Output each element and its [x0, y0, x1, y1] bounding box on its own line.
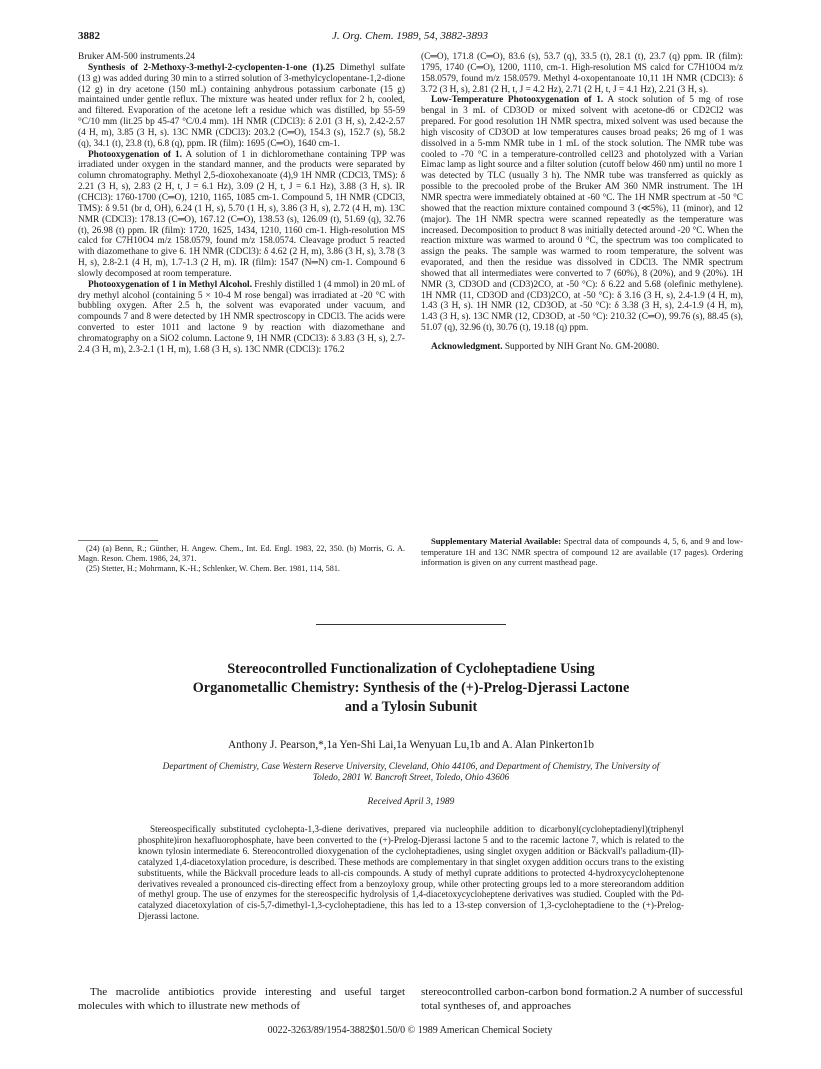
- section-heading: Supplementary Material Available:: [431, 536, 562, 546]
- journal-citation: J. Org. Chem. 1989, 54, 3882-3893: [331, 30, 489, 42]
- title-line: Organometallic Chemistry: Synthesis of the (+)-Prelog-Djerassi Lactone: [192, 680, 630, 696]
- paragraph-text: Dimethyl sulfate (13 g) was added during 30 min to a stirred solution of 3-methylcyclopentane-1,2-dione (12 g) in dry acetone (150 mL) containing anhydrous potassium carbonate (15 g) maintained under gentle reflux. The mixture was heated under reflux for 2 h, cooled, and filtered. Evaporation of the acetone left a residue which was distilled, bp 55-59 °C/10 mm (lit.25 bp 45-47 °C/0.4 mm). 1H NMR (CDCl3): δ 2.01 (3 H, s), 2.42-2.57 (4 H, m), 3.85 (3 H, s). 13C NMR (CDCl3): 203.2 (C═O), 154.3 (s), 152.7 (s), 58.2 (q), 34.1 (t), 23.8 (t), 6.8 (q), ppm. IR (film): 1695 (C═O), 1640 cm-1.: [78, 62, 405, 149]
- received-date: Received April 3, 1989: [367, 797, 455, 807]
- page-number: 3882: [78, 30, 100, 42]
- title-line: and a Tylosin Subunit: [344, 699, 478, 715]
- section-heading: Photooxygenation of 1 in Methyl Alcohol.: [88, 279, 252, 290]
- footnote-divider: [78, 540, 158, 541]
- body-text-left: The macrolide antibiotics provide interesting and useful target molecules with which to illustrate new methods of: [78, 986, 405, 1012]
- paragraph: [421, 536, 743, 568]
- paragraph-text: Spectral data of compounds 4, 5, 6, and 9 and low-temperature 1H and 13C NMR spectra of compound 12 are available (17 pages). Ordering information is given on any current masthead page.: [421, 536, 743, 568]
- acknowledgment: [421, 342, 743, 353]
- paragraph: [78, 63, 405, 150]
- article-divider: [316, 624, 506, 625]
- section-heading: Low-Temperature Photooxygenation of 1.: [431, 95, 604, 106]
- paragraph: [421, 95, 743, 334]
- left-column: [78, 52, 405, 356]
- section-heading: Acknowledgment.: [431, 341, 503, 352]
- right-column: [421, 52, 743, 353]
- paragraph-text: Supported by NIH Grant No. GM-20080.: [504, 341, 660, 352]
- footnote: (25) Stetter, H.; Mohrmann, K.-H.; Schlenker, W. Chem. Ber. 1981, 114, 581.: [86, 564, 340, 573]
- footnote: (24) (a) Benn, R.; Günther, H. Angew. Chem., Int. Ed. Engl. 1983, 22, 350. (b) Morris, G. A. Magn. Reson. Chem. 1986, 24, 371.: [78, 544, 405, 563]
- paragraph: [78, 150, 405, 280]
- paragraph-text: A stock solution of 5 mg of rose bengal in 3 mL of CD3OD or mixed solvent with acetone-d6 or CD2Cl2 was prepared. For good resolution 1H NMR spectra, mixed solvent was used because the high viscosity of CD3OD at low temperatures causes broad peaks; 26 mg of 1 was dissolved in a 5-mm NMR tube in 1 mL of the stock solution. The NMR tube was cooled to -70 °C in a temperature-controlled cell23 and photolyzed with a Varian Eimac lamp as light source and a filter solution (cutoff below 460 nm) until no more 1 was detected by TLC (usually 3 h). The NMR tube was transferred as quickly as possible to the precooled probe of the Bruker AM 360 NMR instrument. The 1H NMR spectra were immediately obtained at -60 °C. The 1H NMR spectrum at -50 °C showed that the reaction mixture contained compound 3 (≪5%), 11 (minor), and 12 (major). The 1H NMR spectra were scanned repeatedly as the temperature was increased. Decomposition to product 8 was initially detected around -20 °C. When the reaction mixture was warmed to around 0 °C, the spectrum was too complicated to assign the peaks. The sample was warmed to room temperature, the solvent was evaporated, and then the residue was dissolved in CDCl3. The NMR spectrum showed that all intermediates were converted to 7 (60%), 8 (20%), and 9 (20%). 1H NMR (3, CD3OD and (CD3)2CO, at -50 °C): δ 6.22 and 5.68 (olefinic methylene). 1H NMR (11, CD3OD and (CD3)2CO, at -50 °C): δ 3.16 (3 H, s), 2.4-1.9 (4 H, m), 1.43 (3 H, s). 1H NMR (12, CD3OD, at -50 °C): δ 3.38 (3 H, s), 2.4-1.9 (4 H, m), 1.43 (3 H, s). 13C NMR (12, CD3OD, at -50 °C): 210.32 (C═O), 99.76 (s), 88.45 (s), 51.07 (q), 32.96 (t), 30.76 (t), 19.18 (q) ppm.: [421, 95, 744, 334]
- supplementary-material: [421, 536, 743, 568]
- authors: Anthony J. Pearson,*,1a Yen-Shi Lai,1a Wenyuan Lu,1b and A. Alan Pinkerton1b: [228, 739, 594, 751]
- copyright-footer: 0022-3263/89/1954-3882$01.50/0 © 1989 American Chemical Society: [267, 1025, 553, 1036]
- paragraph: (C═O), 171.8 (C═O), 83.6 (s), 53.7 (q), 33.5 (t), 28.1 (t), 23.7 (q) ppm. IR (film): 1795, 1740 (C═O), 1200, 1110, cm-1. High-resolution MS calcd for C7H10O4 m/z 158.0579, found m/z 158.0579. Methyl 4-oxopentanoate 10,11 1H NMR (CDCl3): δ 3.72 (3 H, s), 2.81 (2 H, t, J = 4.2 Hz), 2.71 (2 H, t, J = 4.1 Hz), 2.21 (3 H, s).: [421, 52, 743, 95]
- abstract: Stereospecifically substituted cyclohepta-1,3-diene derivatives, prepared via nucleophile addition to dicarbonyl(cycloheptadienyl)(triphenyl phosphite)iron hexafluorophosphate, have been converted to the (+)-Prelog-Djerassi lactone 5 and to the racemic lactone 7, which is related to the known tylosin intermediate 6. Stereocontrolled dioxygenation of the cycloheptadienes, using singlet oxygen addition or Bäckvall's palladium-(II)-catalyzed 1,4-diacetoxylation procedure, is described. These methods are complementary in that singlet oxygen addition occurs trans to the existing substituents, while the Bäckvall procedure leads to all-cis compounds. A study of methyl cuprate additions to protected 4-hydroxycycloheptenone derivatives revealed a pronounced cis-directing effect from a benzoyloxy group, while other protecting groups led to a more stereorandom addition of methyl group. The use of enzymes for the stereospecific hydrolysis of 1,4-diacetoxycycloheptene derivatives was studied. Coupled with the Pd-catalyzed diacetoxylation of cis-5,7-dimethyl-1,3-cycloheptadiene, this has led to a 13-step conversion of 1,3-cycloheptadiene to the (+)-Prelog-Djerassi lactone.: [138, 824, 684, 922]
- paragraph: Bruker AM-500 instruments.24: [78, 52, 195, 62]
- section-heading: Photooxygenation of 1.: [88, 149, 183, 160]
- paragraph-text: A solution of 1 in dichloromethane containing TPP was irradiated under oxygen in the standard manner, and the products were separated by column chromatography. Methyl 2,5-dioxohexanoate (4),9 1H NMR (CDCl3, TMS): δ 2.21 (3 H, s), 2.83 (2 H, t, J = 6.1 Hz), 3.09 (2 H, t, J = 6.1 Hz), 3.88 (3 H, s). IR (CHCl3): 1760-1700 (C═O), 1210, 1165, 1085 cm-1. Compound 5, 1H NMR (CDCl3, TMS): δ 9.51 (br d, OH), 6.24 (1 H, s), 5.70 (1 H, s), 3.86 (3 H, s), 2.72 (4 H, m). 13C NMR (CDCl3): 178.13 (C═O), 167.12 (C═O), 138.53 (s), 126.09 (t), 51.69 (q), 32.76 (t), 26.98 (t) ppm. IR (film): 1720, 1625, 1434, 1210, 1160 cm-1. High-resolution MS calcd for C7H10O4 m/z 158.0579, found m/z 158.0574. Cleavage product 5 reacted with diazomethane to give 6. 1H NMR (CDCl3): δ 4.62 (2 H, m), 3.86 (3 H, s), 3.78 (3 H, s), 2.8-2.1 (4 H, m), 1.7-1.3 (2 H, m). IR (film): 1547 (N═N) cm-1. Compound 6 slowly decomposed at room temperature.: [78, 149, 406, 279]
- paragraph-text: Freshly distilled 1 (4 mmol) in 20 mL of dry methyl alcohol (containing 5 × 10-4 M rose bengal) was irradiated at -20 °C with bubbling oxygen. After 2.5 h, the solvent was evaporated under vacuum, and compounds 7 and 8 were detected by 1H NMR spectroscopy in CDCl3. The acids were converted to ester 1011 and lactone 9 by reaction with diazomethane and chromatography on a SiO2 column. Lactone 9, 1H NMR (CDCl3): δ 3.83 (3 H, s), 2.7-2.4 (3 H, m), 2.3-2.1 (1 H, m), 1.68 (3 H, s). 13C NMR (CDCl3): 176.2: [78, 279, 405, 355]
- paragraph: [78, 280, 405, 356]
- running-header: [78, 30, 742, 46]
- affiliation: Department of Chemistry, Case Western Reserve University, Cleveland, Ohio 44106, and Department of Chemistry, The University of Toledo, 2801 W. Bancroft Street, Toledo, Ohio 43606: [162, 762, 660, 783]
- body-text-right: stereocontrolled carbon-carbon bond formation.2 A number of successful total syntheses of, and approaches: [421, 986, 743, 1012]
- article-title: [120, 660, 702, 717]
- footnotes: [78, 544, 405, 574]
- section-heading: Synthesis of 2-Methoxy-3-methyl-2-cyclopenten-1-one (1).25: [88, 62, 335, 73]
- title-line: Stereocontrolled Functionalization of Cycloheptadiene Using: [227, 661, 595, 677]
